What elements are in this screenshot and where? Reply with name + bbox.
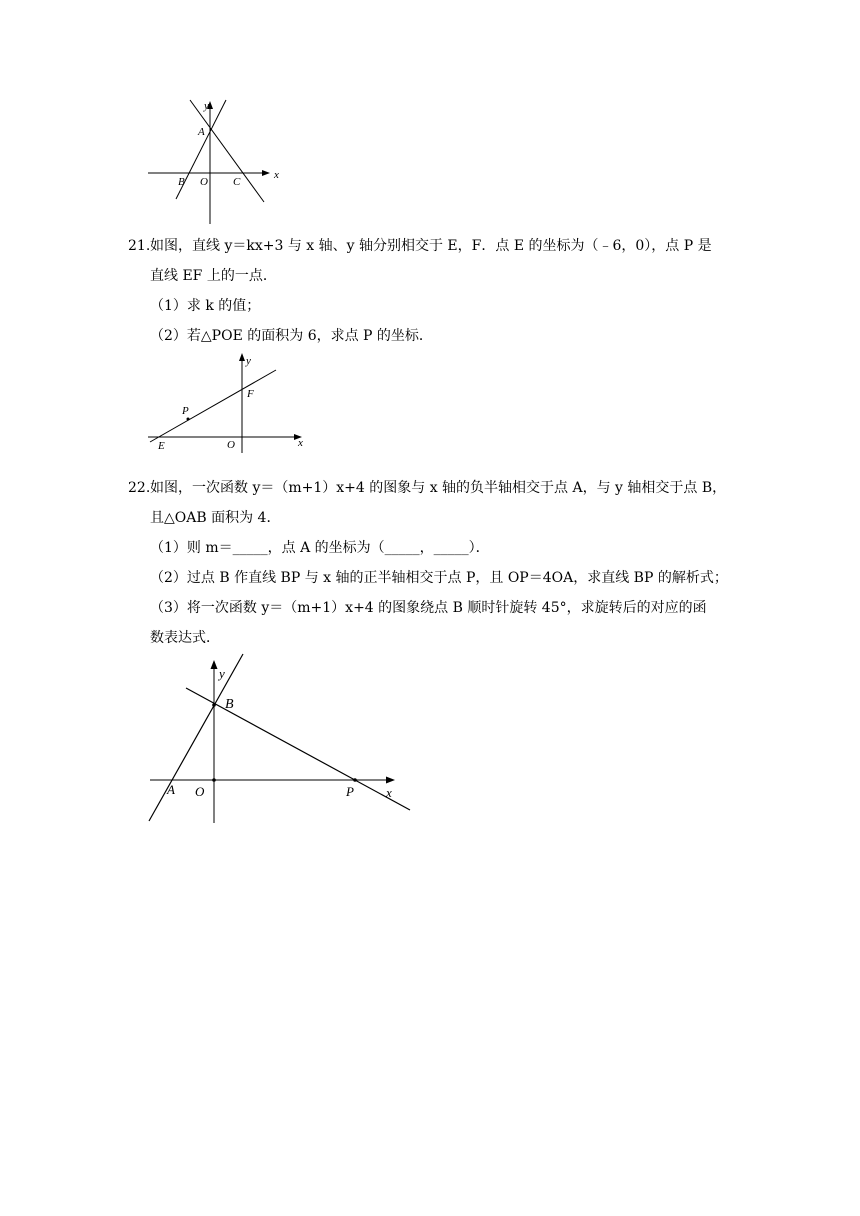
q22-part1: （1）则 m＝_____，点 A 的坐标为（_____，_____）． [150, 540, 490, 556]
figure-q21 [140, 350, 320, 454]
line-bp [186, 688, 410, 810]
point-o [212, 778, 216, 782]
q22-line1: 如图，一次函数 y＝（m+1）x+4 的图象与 x 轴的负半轴相交于点 A，与 y 轴相交于点 B， [150, 480, 727, 496]
line-ef [150, 370, 276, 442]
x-axis-arrow [386, 777, 395, 784]
point-p [187, 418, 190, 421]
q21-line2: 直线 EF 上的一点． [150, 268, 277, 284]
label-x: x [274, 169, 279, 181]
label-y: y [204, 100, 209, 112]
y-axis-arrow [239, 353, 245, 361]
q22-part3-line2: 数表达式． [150, 630, 220, 646]
label-a: A [198, 126, 205, 138]
label-o: O [227, 439, 235, 451]
q21-line1: 如图，直线 y＝kx+3 与 x 轴、y 轴分别相交于 E，F．点 E 的坐标为（﹣6，0），点 P 是 [150, 238, 712, 254]
x-axis-arrow [262, 170, 270, 176]
label-a: A [167, 782, 175, 797]
label-c: C [233, 176, 241, 188]
label-b: B [178, 176, 185, 188]
label-x: x [298, 437, 303, 449]
label-f: F [247, 388, 254, 400]
label-y: y [246, 355, 251, 367]
q21-number: 21. [128, 238, 151, 254]
q22-number: 22. [128, 480, 151, 496]
label-y: y [219, 666, 225, 681]
label-e: E [158, 440, 165, 452]
q22-part2: （2）过点 B 作直线 BP 与 x 轴的正半轴相交于点 P，且 OP＝4OA，求直线 BP 的解析式； [150, 570, 728, 586]
label-p: P [346, 784, 354, 799]
figure-q22 [140, 650, 420, 830]
point-b [212, 703, 216, 707]
q22-part3-line1: （3）将一次函数 y＝（m+1）x+4 的图象绕点 B 顺时针旋转 45°，求旋转后的对应的函 [150, 600, 707, 616]
y-axis-arrow [211, 660, 218, 669]
q21-part1: （1）求 k 的值； [150, 298, 261, 314]
label-x: x [386, 785, 392, 800]
q21-part2: （2）若△POE 的面积为 6，求点 P 的坐标． [150, 328, 433, 344]
figure-q20 [140, 96, 290, 230]
label-b: B [225, 697, 234, 712]
label-o: O [195, 784, 205, 799]
point-p [353, 778, 357, 782]
label-p: P [182, 405, 189, 417]
q22-line2: 且△OAB 面积为 4． [150, 510, 281, 526]
label-o: O [200, 176, 208, 188]
